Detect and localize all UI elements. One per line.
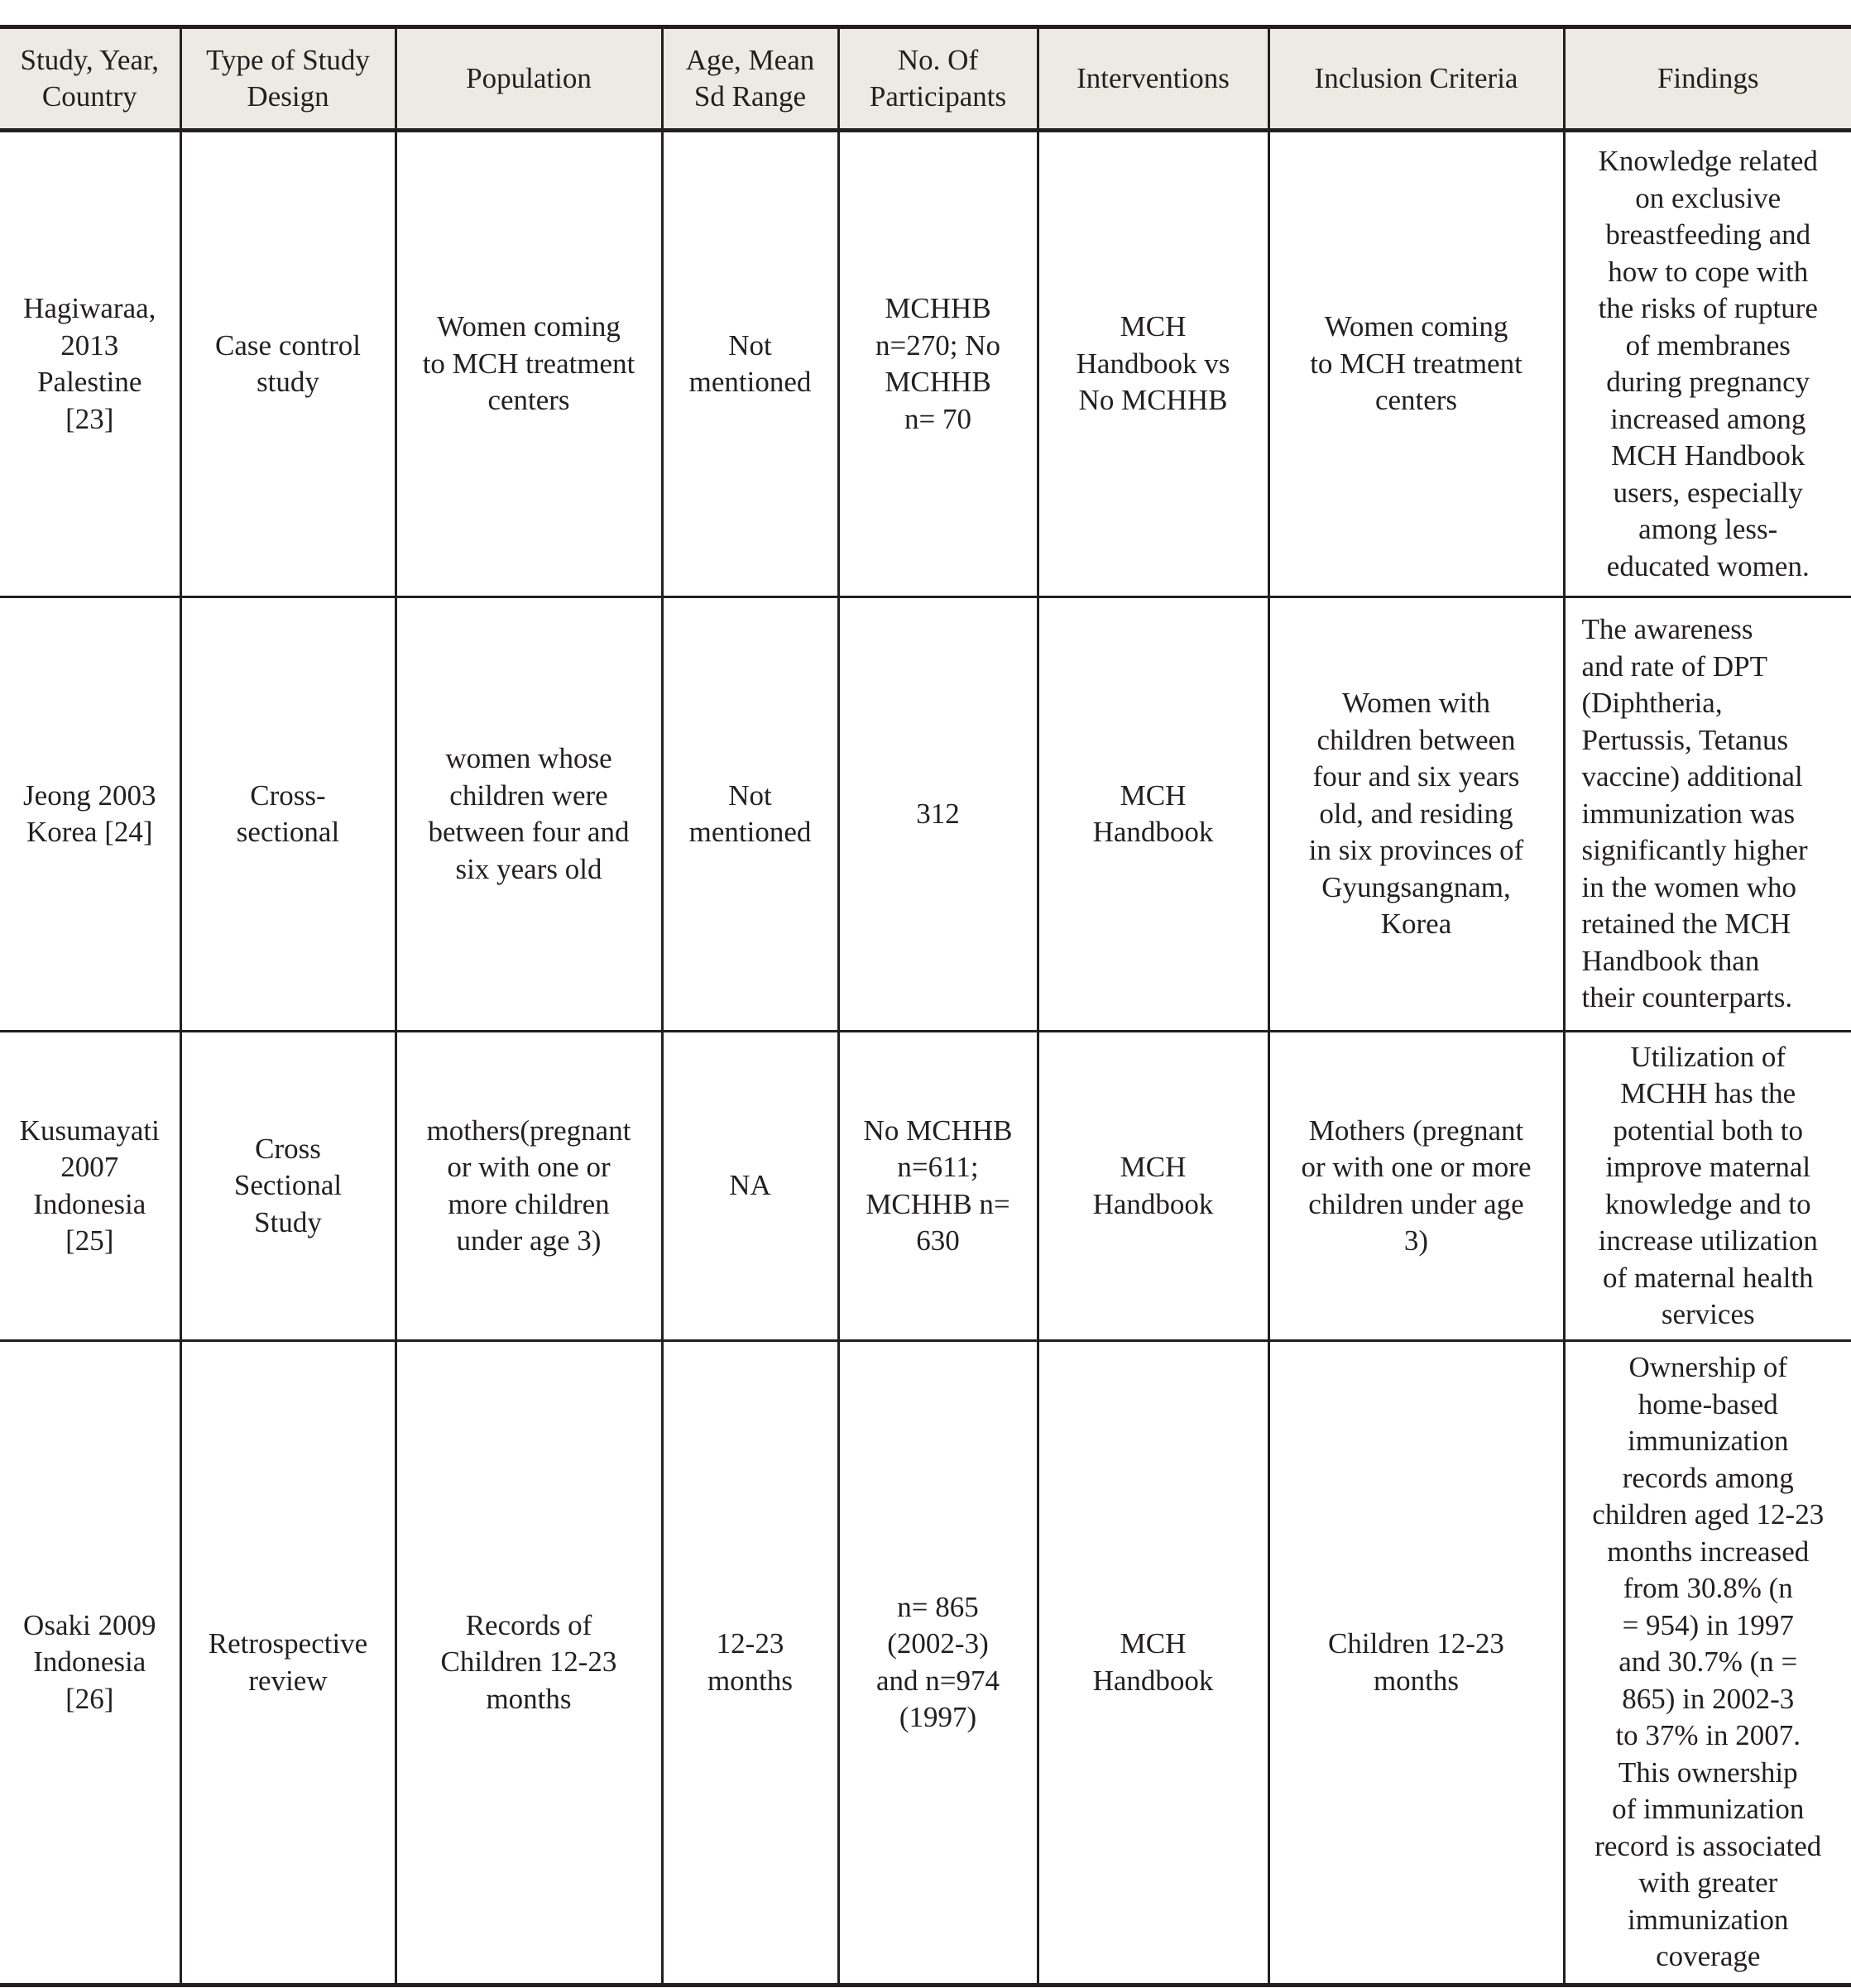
cell-inclusion bbox=[1268, 1032, 1564, 1341]
cell-text-line: immunization bbox=[1628, 1903, 1789, 1936]
cell-text-line: Utilization of bbox=[1630, 1040, 1786, 1073]
cell-text-line: No MCHHB bbox=[863, 1114, 1013, 1147]
cell-text-line: Osaki 2009 bbox=[23, 1608, 156, 1641]
cell-text-line: home-based bbox=[1638, 1387, 1778, 1420]
cell-population bbox=[396, 1341, 662, 1986]
cell-text-line: Population bbox=[466, 61, 592, 94]
cell-text-line: services bbox=[1661, 1298, 1755, 1330]
cell-text-line: Sectional bbox=[233, 1169, 343, 1202]
cell-text-line: of immunization bbox=[1612, 1793, 1805, 1826]
cell-text-line: users, especially bbox=[1613, 476, 1803, 509]
header-inclusion-criteria bbox=[1268, 27, 1564, 131]
cell-age bbox=[662, 597, 838, 1032]
cell-text-line: their counterparts. bbox=[1581, 981, 1793, 1014]
cell-text-line: Findings bbox=[1657, 61, 1759, 94]
cell-text-line: Inclusion Criteria bbox=[1314, 61, 1518, 94]
cell-text-line: Study bbox=[254, 1205, 322, 1238]
cell-study bbox=[0, 597, 180, 1032]
cell-text-line: children aged 12-23 bbox=[1592, 1498, 1825, 1531]
cell-text-line: sectional bbox=[236, 816, 340, 848]
cell-interventions bbox=[1038, 597, 1268, 1032]
cell-text-line: coverage bbox=[1656, 1940, 1761, 1973]
cell-text-line: NA bbox=[729, 1169, 771, 1202]
cell-text-line: records among bbox=[1622, 1461, 1794, 1494]
cell-text-line: six years old bbox=[455, 852, 602, 885]
cell-text-line: = 954) in 1997 bbox=[1622, 1608, 1794, 1641]
cell-text-line: Kusumayati bbox=[19, 1114, 160, 1147]
cell-text-line: Records of bbox=[465, 1608, 592, 1641]
cell-participants bbox=[838, 1341, 1038, 1986]
cell-text-line: 2013 bbox=[60, 328, 119, 362]
cell-text-line: Indonesia bbox=[33, 1645, 146, 1679]
cell-text-line: or with one or bbox=[447, 1151, 611, 1183]
cell-text-line: Children 12-23 bbox=[440, 1645, 617, 1679]
cell-design bbox=[180, 1032, 396, 1341]
cell-text-line: Indonesia bbox=[33, 1187, 146, 1220]
cell-text-line: the risks of rupture bbox=[1598, 292, 1818, 324]
cell-text-line: Handbook bbox=[1092, 816, 1214, 848]
cell-text-line: Ownership of bbox=[1628, 1351, 1787, 1384]
cell-text-line: 2007 bbox=[60, 1151, 119, 1183]
cell-text-line: Participants bbox=[869, 80, 1007, 113]
cell-age bbox=[662, 131, 838, 597]
cell-text-line: Handbook vs bbox=[1076, 347, 1230, 380]
cell-text-line: to 37% in 2007. bbox=[1615, 1719, 1801, 1752]
cell-text-line: how to cope with bbox=[1608, 255, 1809, 288]
cell-text-line: Knowledge related bbox=[1598, 145, 1818, 177]
cell-text-line: months bbox=[1373, 1664, 1460, 1697]
cell-text-line: women whose bbox=[445, 742, 612, 774]
cell-text-line: The awareness bbox=[1581, 613, 1753, 646]
cell-text-line: centers bbox=[1374, 384, 1458, 417]
cell-text-line: Sd Range bbox=[693, 80, 807, 113]
header-interventions bbox=[1038, 27, 1268, 131]
cell-text-line: to MCH treatment bbox=[1310, 347, 1523, 380]
cell-findings bbox=[1564, 1341, 1851, 1986]
cell-text-line: during pregnancy bbox=[1606, 366, 1810, 398]
cell-text-line: Cross bbox=[255, 1132, 321, 1165]
cell-interventions bbox=[1038, 1032, 1268, 1341]
cell-text-line: increased among bbox=[1610, 402, 1806, 435]
cell-text-line: MCH bbox=[1120, 310, 1187, 343]
cell-text-line: between four and bbox=[428, 816, 630, 848]
cell-text-line: four and six years bbox=[1312, 760, 1520, 793]
study-characteristics-table bbox=[0, 25, 1851, 1987]
cell-text-line: under age 3) bbox=[456, 1224, 602, 1257]
cell-population bbox=[396, 1032, 662, 1341]
header-population bbox=[396, 27, 662, 131]
cell-findings bbox=[1564, 1032, 1851, 1341]
cell-text-line: breastfeeding and bbox=[1605, 218, 1811, 251]
header-study-design bbox=[180, 27, 396, 131]
cell-participants bbox=[838, 131, 1038, 597]
cell-text-line: Mothers (pregnant bbox=[1308, 1114, 1524, 1147]
cell-text-line: MCH bbox=[1120, 1627, 1187, 1660]
cell-findings bbox=[1564, 131, 1851, 597]
cell-text-line: Handbook bbox=[1092, 1664, 1214, 1697]
cell-text-line: n= 70 bbox=[904, 402, 971, 435]
cell-text-line: (1997) bbox=[899, 1701, 977, 1733]
cell-text-line: children were bbox=[449, 778, 608, 812]
cell-text-line: [26] bbox=[65, 1682, 114, 1715]
cell-participants bbox=[838, 1032, 1038, 1341]
cell-text-line: Gyungsangnam, bbox=[1321, 870, 1511, 903]
cell-design bbox=[180, 131, 396, 597]
cell-text-line: months bbox=[486, 1682, 572, 1715]
cell-findings bbox=[1564, 597, 1851, 1032]
cell-text-line: in the women who bbox=[1581, 870, 1797, 903]
cell-text-line: record is associated bbox=[1594, 1829, 1822, 1862]
header-study-year-country bbox=[0, 27, 180, 131]
cell-text-line: Interventions bbox=[1077, 61, 1230, 94]
cell-text-line: mentioned bbox=[688, 366, 812, 398]
cell-population bbox=[396, 131, 662, 597]
cell-text-line: MCHHB bbox=[885, 292, 991, 324]
cell-text-line: 865) in 2002-3 bbox=[1622, 1682, 1795, 1715]
cell-text-line: Women coming bbox=[437, 310, 621, 343]
cell-text-line: among less- bbox=[1638, 513, 1778, 545]
cell-text-line: children between bbox=[1316, 723, 1516, 756]
cell-text-line: Study, Year, bbox=[20, 43, 159, 76]
cell-text-line: (Diphtheria, bbox=[1581, 687, 1723, 720]
cell-text-line: on exclusive bbox=[1635, 181, 1781, 214]
cell-text-line: and n=974 bbox=[875, 1664, 1000, 1697]
cell-text-line: Not bbox=[728, 778, 772, 812]
cell-text-line: of membranes bbox=[1625, 328, 1791, 362]
table-row bbox=[0, 1341, 1851, 1986]
cell-text-line: Country bbox=[41, 80, 137, 113]
cell-text-line: potential both to bbox=[1613, 1114, 1803, 1147]
cell-text-line: MCH bbox=[1120, 778, 1187, 812]
cell-text-line: MCHHB n= bbox=[866, 1187, 1010, 1220]
cell-text-line: [25] bbox=[65, 1224, 114, 1257]
cell-study bbox=[0, 1032, 180, 1341]
table-row bbox=[0, 1032, 1851, 1341]
cell-text-line: and rate of DPT bbox=[1581, 649, 1768, 683]
cell-text-line: Not bbox=[728, 328, 772, 362]
cell-text-line: months increased bbox=[1607, 1535, 1810, 1568]
cell-text-line: more children bbox=[448, 1187, 610, 1220]
cell-text-line: review bbox=[248, 1664, 328, 1697]
cell-age bbox=[662, 1032, 838, 1341]
cell-text-line: study bbox=[257, 366, 319, 398]
cell-text-line: Korea bbox=[1380, 908, 1452, 941]
header-participants bbox=[838, 27, 1038, 131]
cell-interventions bbox=[1038, 1341, 1268, 1986]
cell-text-line: Retrospective bbox=[208, 1627, 368, 1660]
cell-interventions bbox=[1038, 131, 1268, 597]
cell-text-line: MCH bbox=[1120, 1151, 1187, 1183]
cell-text-line: Jeong 2003 bbox=[23, 778, 156, 812]
cell-text-line: retained the MCH bbox=[1581, 908, 1791, 941]
cell-text-line: with greater bbox=[1638, 1866, 1778, 1899]
cell-text-line: n=270; No bbox=[875, 328, 1000, 362]
cell-text-line: Women with bbox=[1342, 687, 1490, 720]
cell-text-line: Type of Study bbox=[206, 43, 370, 76]
study-table-container bbox=[0, 25, 1851, 1987]
cell-text-line: Design bbox=[247, 80, 329, 113]
header-findings bbox=[1564, 27, 1851, 131]
table-row bbox=[0, 597, 1851, 1032]
cell-text-line: MCH Handbook bbox=[1611, 439, 1805, 472]
cell-study bbox=[0, 131, 180, 597]
header-age bbox=[662, 27, 838, 131]
cell-text-line: or with one or more bbox=[1301, 1151, 1532, 1183]
cell-text-line: Hagiwaraa, bbox=[23, 292, 156, 324]
cell-text-line: 312 bbox=[916, 797, 960, 830]
cell-text-line: (2002-3) bbox=[887, 1627, 989, 1660]
cell-age bbox=[662, 1341, 838, 1986]
cell-text-line: Case control bbox=[215, 328, 361, 362]
cell-text-line: significantly higher bbox=[1581, 834, 1808, 867]
cell-text-line: to MCH treatment bbox=[422, 347, 635, 380]
header-row bbox=[0, 27, 1851, 131]
cell-text-line: MCHH has the bbox=[1620, 1077, 1796, 1109]
cell-text-line: months bbox=[707, 1664, 794, 1697]
cell-text-line: This ownership bbox=[1618, 1756, 1798, 1789]
cell-text-line: n= 865 bbox=[897, 1590, 979, 1623]
cell-participants bbox=[838, 597, 1038, 1032]
cell-text-line: Korea [24] bbox=[26, 816, 153, 848]
cell-text-line: Handbook than bbox=[1581, 944, 1760, 977]
cell-text-line: 12-23 bbox=[716, 1627, 784, 1660]
cell-text-line: improve maternal bbox=[1605, 1151, 1811, 1183]
cell-text-line: No MCHHB bbox=[1078, 384, 1228, 417]
cell-text-line: n=611; bbox=[897, 1151, 979, 1183]
cell-text-line: vaccine) additional bbox=[1581, 760, 1803, 793]
cell-text-line: increase utilization bbox=[1598, 1224, 1818, 1257]
cell-text-line: Pertussis, Tetanus bbox=[1581, 723, 1789, 756]
cell-text-line: and 30.7% (n = bbox=[1618, 1645, 1798, 1679]
cell-text-line: mothers(pregnant bbox=[426, 1114, 631, 1147]
cell-design bbox=[180, 597, 396, 1032]
cell-design bbox=[180, 1341, 396, 1986]
cell-population bbox=[396, 597, 662, 1032]
cell-text-line: immunization was bbox=[1581, 797, 1796, 830]
cell-text-line: MCHHB bbox=[885, 366, 991, 398]
cell-text-line: immunization bbox=[1628, 1425, 1789, 1458]
cell-text-line: [23] bbox=[65, 402, 114, 435]
cell-text-line: educated women. bbox=[1606, 549, 1810, 582]
cell-text-line: of maternal health bbox=[1602, 1261, 1814, 1294]
cell-text-line: mentioned bbox=[688, 816, 812, 848]
cell-inclusion bbox=[1268, 597, 1564, 1032]
cell-text-line: Children 12-23 bbox=[1328, 1627, 1504, 1660]
cell-text-line: 3) bbox=[1403, 1224, 1429, 1257]
cell-study bbox=[0, 1341, 180, 1986]
cell-text-line: from 30.8% (n bbox=[1623, 1572, 1793, 1605]
cell-text-line: old, and residing bbox=[1319, 797, 1513, 830]
cell-text-line: Handbook bbox=[1092, 1187, 1214, 1220]
cell-inclusion bbox=[1268, 131, 1564, 597]
cell-text-line: Women coming bbox=[1324, 310, 1508, 343]
cell-inclusion bbox=[1268, 1341, 1564, 1986]
cell-text-line: Cross- bbox=[250, 778, 326, 812]
cell-text-line: knowledge and to bbox=[1604, 1187, 1811, 1220]
cell-text-line: No. Of bbox=[897, 43, 979, 76]
cell-text-line: centers bbox=[487, 384, 570, 417]
cell-text-line: children under age bbox=[1308, 1187, 1524, 1220]
table-row bbox=[0, 131, 1851, 597]
cell-text-line: Age, Mean bbox=[685, 43, 815, 76]
cell-text-line: in six provinces of bbox=[1308, 834, 1524, 867]
cell-text-line: Palestine bbox=[37, 366, 142, 398]
cell-text-line: 630 bbox=[916, 1224, 960, 1257]
